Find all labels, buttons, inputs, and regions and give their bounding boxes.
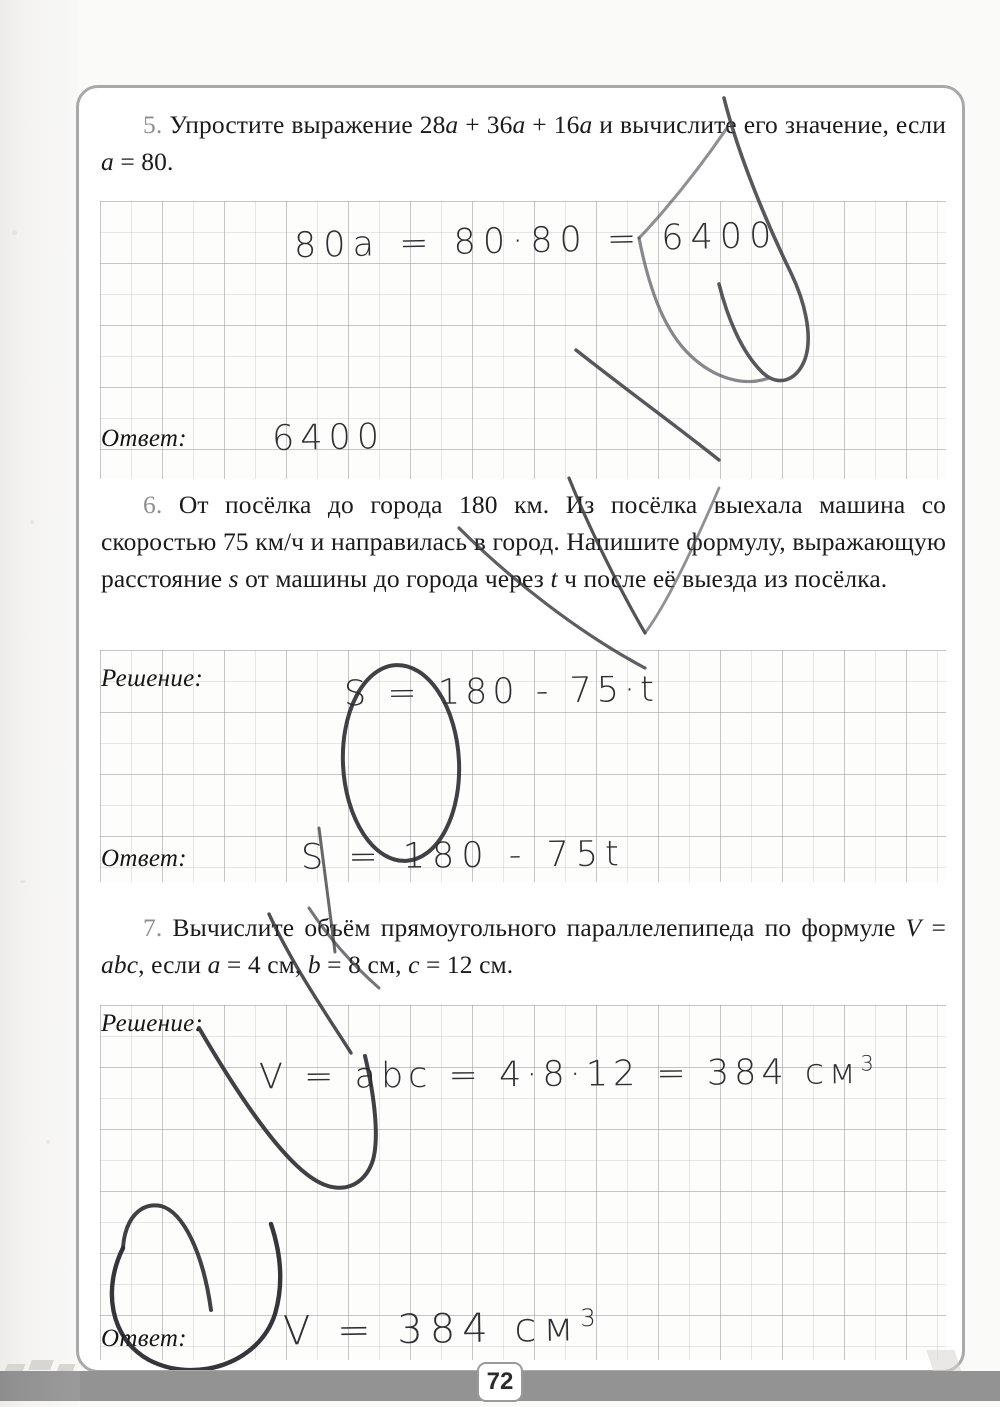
exercise-6-handwritten-answer: S = 180 - 75t xyxy=(300,834,626,878)
exercise-7-number: 7. xyxy=(143,913,163,942)
scan-speck xyxy=(20,880,26,883)
page-content-frame xyxy=(76,85,965,1373)
scan-speck xyxy=(12,230,17,235)
exercise-6-handwritten-work: S = 180 - 75·t xyxy=(343,669,660,715)
exercise-5-answer-label: Ответ: xyxy=(101,425,187,452)
exercise-5-prompt xyxy=(101,106,946,180)
exercise-7-prompt-text: Вычислите объём прямоугольного параллелепипеда по формуле V = abc, если a = 4 см, b = 8 см, c = 12 см. xyxy=(101,913,946,979)
exercise-6-prompt-text: От посёлка до города 180 км. Из посёлка выехала машина со скоростью 75 км/ч и направилась в город. Напишите формулу, выражающую расстояние s от машины до города через t ч после её выезда из посёлка. xyxy=(101,490,946,593)
exercise-6-solution-label: Решение: xyxy=(101,665,204,692)
exercise-6-prompt xyxy=(101,486,946,597)
scan-speck xyxy=(46,1140,50,1144)
exercise-5-handwritten-work: 80a = 80·80 = 6400 xyxy=(293,215,779,267)
torn-edge-fleck xyxy=(28,1360,54,1370)
exercise-7-work-text: V = abc = 4·8·12 = 384 см xyxy=(258,1052,861,1098)
exercise-5-prompt-text: Упростите выражение 28a + 36a + 16a и вычислите его значение, если a = 80. xyxy=(101,110,946,176)
exercise-6-number: 6. xyxy=(143,490,163,519)
exercise-7-prompt xyxy=(101,909,946,983)
exercise-5-handwritten-answer: 6400 xyxy=(271,417,386,459)
scan-left-margin xyxy=(0,0,78,1407)
exercise-7-work-exponent: 3 xyxy=(860,1051,879,1076)
exercise-5-number: 5. xyxy=(143,110,163,139)
footer-left-shade xyxy=(0,1371,80,1401)
page-number-badge: 72 xyxy=(477,1362,523,1402)
exercise-7-answer-exponent: 3 xyxy=(580,1303,603,1333)
exercise-7-handwritten-work xyxy=(259,1051,879,1097)
scan-speck xyxy=(30,520,34,524)
exercise-7-answer-text: V = 384 см xyxy=(282,1304,581,1355)
exercise-7-handwritten-answer xyxy=(283,1304,603,1355)
exercise-7-solution-label: Решение: xyxy=(101,1010,204,1037)
exercise-7-answer-label: Ответ: xyxy=(101,1325,187,1352)
exercise-6-answer-label: Ответ: xyxy=(101,845,187,872)
